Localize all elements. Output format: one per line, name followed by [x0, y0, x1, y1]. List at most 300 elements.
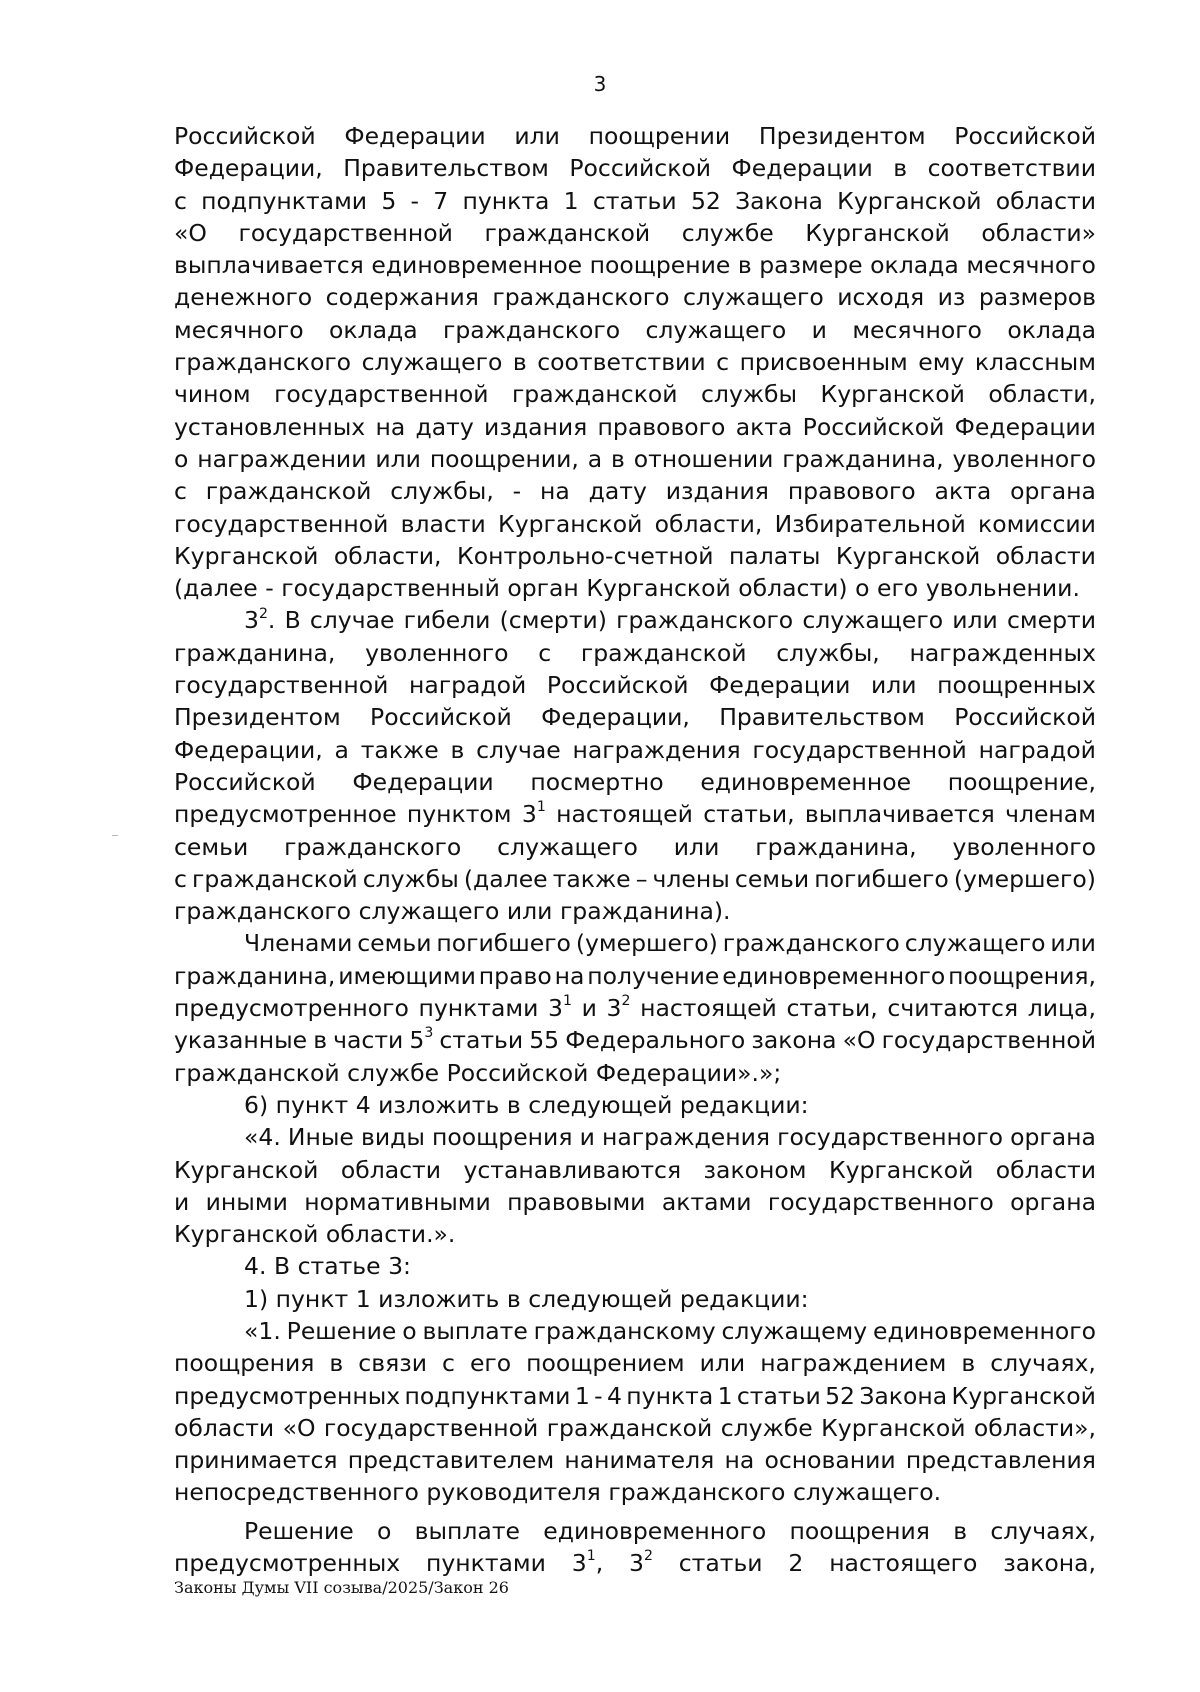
word: единовременного [873, 1316, 1096, 1345]
word: служащему [721, 1316, 868, 1345]
word: издания [665, 477, 769, 506]
word: гражданина, [174, 961, 336, 990]
word: гражданина, [782, 444, 944, 473]
word: службы [362, 864, 459, 893]
word: 1 [574, 1381, 590, 1410]
word: поощрения [174, 1349, 315, 1378]
word: следующей [528, 1090, 673, 1119]
word: награжденных [909, 638, 1096, 667]
word: служащего [904, 929, 1046, 958]
word: представителем [347, 1446, 555, 1475]
word: Членами [244, 929, 353, 958]
word: Правительством [719, 703, 925, 732]
word: Курганской [828, 1155, 974, 1184]
word: Федерации, [174, 735, 323, 764]
word: гражданской [484, 218, 651, 247]
word: размеров [978, 283, 1096, 312]
word: Федерации, [174, 154, 323, 183]
word: Иные [287, 1123, 354, 1152]
word: его [877, 574, 919, 603]
word: единовременное [700, 767, 912, 796]
word: членам [1005, 800, 1096, 829]
word: области.». [325, 1220, 456, 1249]
word: устанавливаются [463, 1155, 682, 1184]
word: орган [507, 574, 579, 603]
word: гражданского [443, 315, 621, 344]
word: Российской [546, 671, 689, 700]
word: с [442, 1349, 455, 1378]
word: Курганской [586, 574, 731, 603]
word: предусмотренное [174, 800, 397, 829]
word: соответствии [537, 348, 706, 377]
word: гражданскому [533, 1316, 716, 1345]
word: пунктом [406, 800, 512, 829]
word: статье [297, 1252, 381, 1281]
word: предусмотренных [174, 1381, 401, 1410]
text-line [174, 1515, 1096, 1547]
word: 1 [717, 1381, 733, 1410]
word: службе [681, 218, 774, 247]
word: гражданского [616, 606, 794, 635]
text-line [174, 1315, 1096, 1347]
word: гражданской [192, 864, 358, 893]
word: поощрении, [429, 444, 579, 473]
word: власти [400, 509, 486, 538]
word: исходя [837, 283, 925, 312]
word: с [174, 186, 187, 215]
word: правовыми [507, 1187, 646, 1216]
word: непосредственного [174, 1478, 419, 1507]
word: в [329, 1349, 344, 1378]
word: дату [588, 477, 647, 506]
word: изложить [378, 1284, 500, 1313]
word: право [478, 961, 552, 990]
word: или [699, 1349, 746, 1378]
word: о [402, 1316, 417, 1345]
word: «4. [244, 1123, 281, 1152]
word: Президентом [174, 703, 341, 732]
word: в [506, 1284, 521, 1313]
word: 3: [388, 1252, 411, 1281]
word: статьи [592, 186, 677, 215]
word: Решение [286, 1316, 397, 1345]
margin-mark [112, 835, 118, 836]
text-line [174, 604, 1096, 636]
word: органа [1010, 477, 1096, 506]
word: области, [333, 541, 442, 570]
text-line [174, 411, 1096, 443]
word: - [594, 1381, 603, 1410]
word: гражданской [511, 380, 678, 409]
word: Федерального [565, 1026, 746, 1055]
word: поощрении [588, 122, 731, 150]
word: месячного [852, 315, 982, 344]
word: области [995, 541, 1096, 570]
word: – [635, 864, 648, 893]
word: государственной [274, 380, 489, 409]
word: - [410, 186, 420, 215]
word: гражданской [546, 1413, 713, 1442]
word: поощрением [526, 1349, 685, 1378]
word: гражданской [580, 638, 747, 667]
word: правового [787, 477, 916, 506]
word: случаях, [990, 1516, 1096, 1545]
word: гражданина, [755, 832, 917, 861]
text-line [174, 314, 1096, 346]
footer-reference: Законы Думы VII созыва/2025/Закон 26 [174, 1578, 509, 1597]
word: служащего [497, 832, 638, 861]
word: указанные [174, 1026, 308, 1055]
word: «О [842, 1026, 876, 1055]
word: поощрения [789, 1516, 930, 1545]
word: 5 [381, 186, 397, 215]
word: настоящей [640, 994, 777, 1023]
word: редакции: [679, 1284, 809, 1313]
word: Российской [370, 703, 512, 732]
text-line [174, 152, 1096, 184]
word: на [540, 477, 570, 506]
word: в [737, 251, 752, 280]
word: комиссии [978, 509, 1096, 538]
text-line [174, 1380, 1096, 1412]
word: награждения [601, 1123, 771, 1152]
word: представления [905, 1446, 1096, 1475]
word: на [554, 961, 585, 990]
word: смерти [1006, 606, 1096, 635]
word: в [961, 1349, 976, 1378]
word: в [313, 1026, 328, 1055]
word: «О [282, 1413, 316, 1442]
word: «1. [244, 1316, 281, 1345]
word: гражданского [174, 897, 352, 926]
word: пунктами [418, 994, 539, 1023]
word: предусмотренного [174, 994, 409, 1023]
word: награждении [197, 444, 367, 473]
word: посмертно [530, 767, 664, 796]
word: гражданского [174, 348, 352, 377]
word: Российской [802, 412, 945, 441]
word: Российской [174, 122, 316, 150]
word: также [360, 735, 439, 764]
text-line [174, 960, 1096, 992]
word: Российской [174, 767, 316, 796]
word: гражданской [205, 477, 372, 506]
text-line [174, 120, 1096, 152]
text-line [174, 734, 1096, 766]
text-line [174, 1186, 1096, 1218]
word: в [610, 444, 625, 473]
word: пункта [462, 186, 550, 215]
word: Российской [954, 122, 1096, 150]
word: дату [415, 412, 474, 441]
word: области [995, 186, 1096, 215]
text-line [174, 1121, 1096, 1153]
word: члены [652, 864, 730, 893]
word: 4 [355, 1090, 371, 1119]
text-line [174, 1089, 1096, 1121]
word: государственный [281, 574, 500, 603]
word: поощрения [432, 1123, 573, 1152]
word: ему [918, 348, 965, 377]
word: статьи [439, 1026, 524, 1055]
word: и [174, 1187, 190, 1216]
word: или [870, 671, 917, 700]
word: уволенного [952, 444, 1096, 473]
word: подпунктами [201, 186, 368, 215]
word: содержания [325, 283, 479, 312]
word: связи [358, 1349, 427, 1378]
word: гражданина). [559, 897, 731, 926]
word: 4 [606, 1381, 622, 1410]
word: Федерации, [541, 703, 690, 732]
text-line [174, 540, 1096, 572]
text-line [174, 249, 1096, 281]
word: предусмотренных [174, 1549, 401, 1578]
word: 1 [563, 186, 579, 215]
word: принимается [174, 1446, 338, 1475]
word: «О [174, 218, 207, 247]
text-line [174, 863, 1096, 895]
word: с [538, 638, 552, 667]
word: В [273, 1252, 291, 1281]
word: Курганской [951, 1381, 1096, 1410]
word: или [514, 122, 560, 150]
word: отношении [633, 444, 774, 473]
word: чином [174, 380, 251, 409]
word: службы [701, 380, 798, 409]
word: случае [309, 606, 395, 635]
word: актами [661, 1187, 752, 1216]
word: из [937, 283, 966, 312]
word: Курганской [174, 541, 319, 570]
word: служащего [361, 348, 503, 377]
word: о [174, 444, 189, 473]
word: - [265, 574, 274, 603]
word: гражданского [284, 832, 462, 861]
word: с [174, 864, 187, 893]
text-line [174, 1218, 1096, 1250]
word: Президентом [758, 122, 926, 150]
word: 6) [244, 1090, 269, 1119]
text-line [174, 895, 1096, 927]
word: служащего [682, 283, 824, 312]
word: Федерации [709, 671, 851, 700]
word: пункт [275, 1090, 349, 1119]
word: $3^1$ [521, 799, 546, 829]
word: случаях, [990, 1349, 1096, 1378]
word: наградой [978, 735, 1096, 764]
word: уволенного [952, 832, 1096, 861]
word: гражданского [608, 1478, 786, 1507]
word: семьи [174, 832, 249, 861]
word: области [995, 1155, 1096, 1184]
word: или [673, 832, 720, 861]
text-line [174, 1444, 1096, 1476]
word: служащего [645, 315, 787, 344]
word: государственного [777, 1123, 1004, 1152]
word: $3^2$. [244, 605, 276, 635]
word: оклада [870, 251, 959, 280]
word: выплачивается [174, 251, 364, 280]
word: области, [654, 509, 763, 538]
word: (смерти) [499, 606, 607, 635]
word: семьи [357, 929, 432, 958]
text-line [174, 701, 1096, 733]
word: правового [597, 412, 726, 441]
word: 52 [690, 186, 721, 215]
word: имеющими [338, 961, 476, 990]
word: Решение [244, 1516, 354, 1545]
word: Избирательной [774, 509, 966, 538]
word: подпунктами [404, 1381, 571, 1410]
word: классным [974, 348, 1096, 377]
word: Курганской [174, 1220, 319, 1249]
word: 7 [433, 186, 449, 215]
word: лица, [1027, 994, 1096, 1023]
word: государственной [174, 671, 389, 700]
word: поощрения, [948, 961, 1096, 990]
word: 1 [355, 1284, 371, 1313]
text-line [174, 1412, 1096, 1444]
word: государственной [323, 1413, 539, 1442]
word: единовременного [543, 1516, 767, 1545]
word: или [375, 444, 421, 473]
word: соответствии [927, 154, 1096, 183]
word: Курганской [835, 541, 981, 570]
word: поощрение, [947, 767, 1096, 796]
text-line [174, 378, 1096, 410]
text-line [174, 992, 1096, 1024]
word: $3^2$ [606, 993, 631, 1023]
word: виды [361, 1123, 425, 1152]
word: $3^1$ [548, 993, 572, 1023]
word: Российской [569, 154, 712, 183]
word: Федерации [731, 154, 873, 183]
word: области, [988, 380, 1096, 409]
word: службе [347, 1058, 440, 1087]
word: органа [1010, 1187, 1096, 1216]
page-number: 3 [593, 72, 607, 96]
word: Правительством [343, 154, 549, 183]
word: на [724, 1446, 755, 1475]
word: (умершего) [953, 864, 1096, 893]
word: редакции: [679, 1090, 809, 1119]
word: 55 [529, 1026, 560, 1055]
word: гибели [403, 606, 491, 635]
word: считаются [887, 994, 1019, 1023]
word: службе [720, 1413, 813, 1442]
word: или [1050, 929, 1096, 958]
word: 4. [244, 1252, 267, 1281]
word: руководителя [426, 1478, 601, 1507]
word: поощренных [937, 671, 1096, 700]
word: Курганской [174, 1155, 319, 1184]
word: государственной [752, 735, 967, 764]
word: семьи [734, 864, 810, 893]
text-line [174, 1024, 1096, 1056]
word: нанимателя [564, 1446, 715, 1475]
word: или [952, 606, 998, 635]
word: гражданского [722, 929, 900, 958]
word: размере [759, 251, 863, 280]
word: установленных [174, 412, 366, 441]
word: в [506, 1090, 521, 1119]
text-line [174, 927, 1096, 959]
word: статьи [678, 1549, 763, 1578]
word: денежного [174, 283, 313, 312]
word: служащего [358, 897, 500, 926]
word: увольнении. [925, 574, 1080, 603]
word: 52 [825, 1381, 855, 1410]
text-line [174, 572, 1096, 604]
word: изложить [378, 1090, 500, 1119]
word: нормативными [304, 1187, 491, 1216]
word: (далее [174, 574, 258, 603]
word: акта [735, 412, 793, 441]
text-line [174, 1057, 1096, 1089]
text-line [174, 475, 1096, 507]
word: единовременного [722, 961, 946, 990]
word: - [512, 477, 522, 506]
word: месячного [966, 251, 1096, 280]
word: Российской [954, 703, 1096, 732]
text-line [174, 443, 1096, 475]
word: оклада [1007, 315, 1096, 344]
word: государственной [881, 1026, 1096, 1055]
text-line [174, 669, 1096, 701]
word: статьи [736, 1381, 821, 1410]
word: $5^3$ [409, 1025, 434, 1055]
word: наградой [408, 671, 527, 700]
word: месячного [174, 315, 304, 344]
word: Федерации [352, 767, 494, 796]
word: поощрение [589, 251, 731, 280]
text-line [174, 281, 1096, 313]
word: Российской [446, 1058, 589, 1087]
word: 2 [788, 1549, 804, 1578]
word: области) [738, 574, 848, 603]
word: органа [1010, 1123, 1096, 1152]
word: Курганской [805, 218, 950, 247]
word: службы, [390, 477, 494, 506]
word: или [506, 897, 553, 926]
word: области [174, 1413, 275, 1442]
text-line [174, 1283, 1096, 1315]
word: области» [981, 218, 1096, 247]
word: погибшего [436, 929, 571, 958]
word: гражданского [492, 283, 670, 312]
word: $3^2$ [629, 1548, 653, 1578]
word: службы, [776, 638, 880, 667]
word: выплате [422, 1316, 528, 1345]
word: а [334, 735, 349, 764]
word: награждением [760, 1349, 947, 1378]
text-line [174, 346, 1096, 378]
word: оклада [329, 315, 418, 344]
word: с [716, 348, 730, 377]
word: в [953, 1516, 968, 1545]
word: издания [484, 412, 588, 441]
body-text [174, 120, 1096, 1579]
word: получение [587, 961, 720, 990]
word: гражданской [174, 1058, 340, 1087]
word: закона [751, 1026, 837, 1055]
word: гражданина, [174, 638, 336, 667]
word: и [811, 315, 827, 344]
word: части [333, 1026, 404, 1055]
word: служащего [802, 606, 944, 635]
word: государственной [174, 509, 389, 538]
